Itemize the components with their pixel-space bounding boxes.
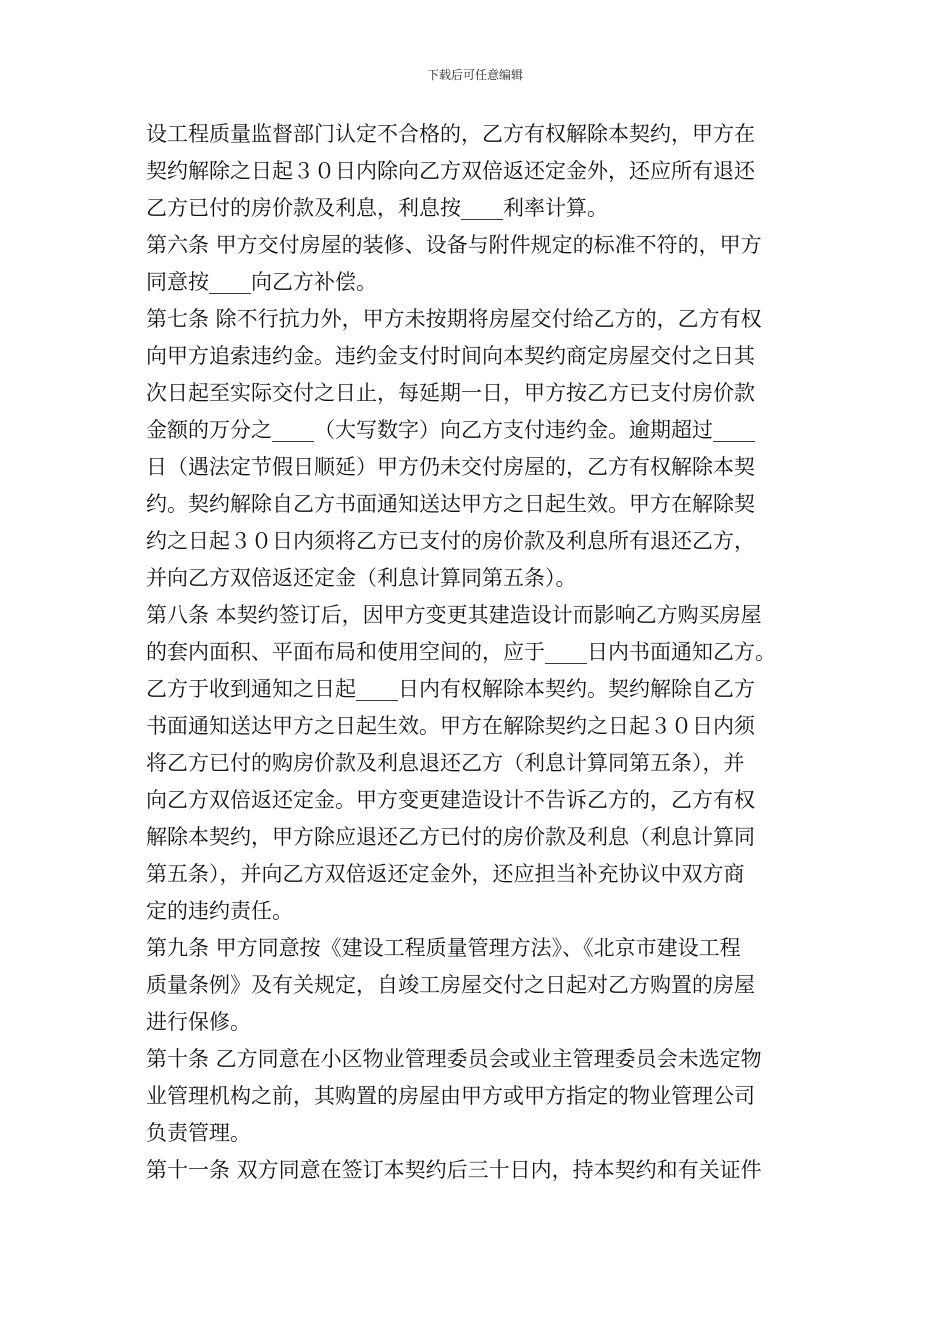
text-line: 第七条 除不行抗力外，甲方未按期将房屋交付给乙方的，乙方有权 — [146, 307, 762, 331]
text-line: 第八条 本契约签订后，因甲方变更其建造设计而影响乙方购买房屋 — [146, 603, 762, 627]
page-header: 下载后可任意编辑 — [426, 68, 523, 82]
document-body — [146, 116, 810, 1189]
text-line: 乙方于收到通知之日起____日内有权解除本契约。契约解除自乙方 — [146, 677, 755, 701]
text-line: 第十一条 双方同意在签订本契约后三十日内，持本契约和有关证件 — [146, 1158, 762, 1182]
text-line: 约。契约解除自乙方书面通知送达甲方之日起生效。甲方在解除契 — [146, 492, 755, 516]
text-line: 业管理机构之前，其购置的房屋由甲方或甲方指定的物业管理公司 — [146, 1084, 755, 1108]
text-line: 第六条 甲方交付房屋的装修、设备与附件规定的标准不符的，甲方 — [146, 233, 762, 257]
text-line: 定的违约责任。 — [146, 899, 293, 923]
text-line: 同意按____向乙方补偿。 — [146, 270, 377, 294]
text-line: 向甲方追索违约金。违约金支付时间向本契约商定房屋交付之日其 — [146, 344, 755, 368]
text-line: 约之日起３０日内须将乙方已支付的房价款及利息所有退还乙方， — [146, 529, 755, 553]
text-line: 日（遇法定节假日顺延）甲方仍未交付房屋的，乙方有权解除本契 — [146, 455, 755, 479]
text-line: 将乙方已付的购房价款及利息退还乙方（利息计算同第五条），并 — [146, 751, 745, 775]
text-line: 的套内面积、平面布局和使用空间的，应于____日内书面通知乙方。 — [146, 640, 776, 664]
text-line: 解除本契约，甲方除应退还乙方已付的房价款及利息（利息计算同 — [146, 825, 755, 849]
text-line: 乙方已付的房价款及利息，利息按____利率计算。 — [146, 196, 608, 220]
text-line: 设工程质量监督部门认定不合格的，乙方有权解除本契约，甲方在 — [146, 122, 755, 146]
text-line: 第九条 甲方同意按《建设工程质量管理方法》、《北京市建设工程 — [146, 936, 741, 960]
text-line: 进行保修。 — [146, 1010, 251, 1034]
text-line: 第十条 乙方同意在小区物业管理委员会或业主管理委员会未选定物 — [146, 1047, 762, 1071]
text-line: 负责管理。 — [146, 1121, 251, 1145]
text-line: 书面通知送达甲方之日起生效。甲方在解除契约之日起３０日内须 — [146, 714, 755, 738]
text-line: 并向乙方双倍返还定金（利息计算同第五条）。 — [146, 566, 577, 590]
text-line: 次日起至实际交付之日止，每延期一日，甲方按乙方已支付房价款 — [146, 381, 755, 405]
text-line: 向乙方双倍返还定金。甲方变更建造设计不告诉乙方的，乙方有权 — [146, 788, 755, 812]
text-line: 质量条例》及有关规定，自竣工房屋交付之日起对乙方购置的房屋 — [146, 973, 755, 997]
text-line: 第五条），并向乙方双倍返还定金外，还应担当补充协议中双方商 — [146, 862, 745, 886]
text-line: 契约解除之日起３０日内除向乙方双倍返还定金外，还应所有退还 — [146, 159, 755, 183]
text-line: 金额的万分之____（大写数字）向乙方支付违约金。逾期超过____ — [146, 418, 755, 442]
